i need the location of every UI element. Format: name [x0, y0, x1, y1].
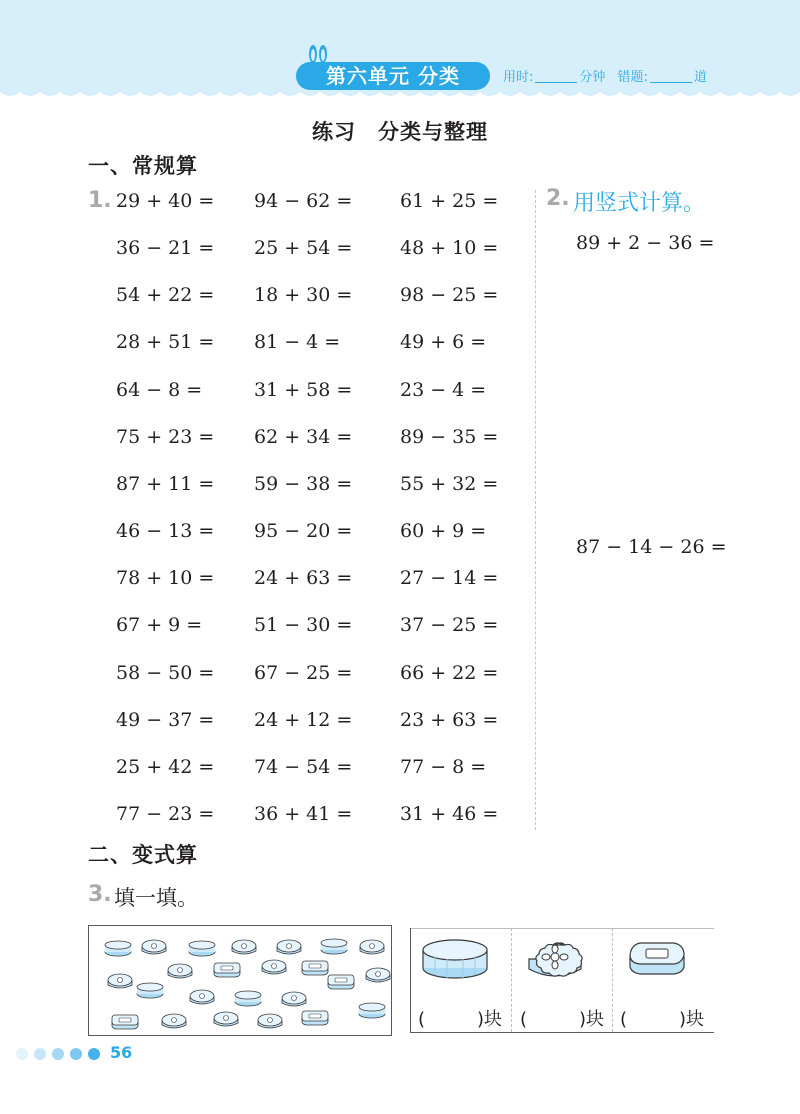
flower-cake-item [258, 1014, 282, 1028]
equation-r9-c1: 78 + 10 = [116, 567, 215, 589]
equation-r6-c2: 62 + 34 = [254, 426, 353, 448]
round-cake-item [321, 939, 347, 954]
square-cake-item [214, 963, 240, 977]
round-cake-item [189, 941, 215, 956]
paren-close-unit: )块 [679, 1009, 705, 1030]
equation-r3-c3: 98 − 25 = [400, 284, 499, 306]
time-errors-record [503, 66, 707, 85]
topic-label: 分类与整理 [378, 120, 488, 144]
question-number-3: 3. [88, 882, 112, 907]
equation-r11-c2: 67 − 25 = [254, 662, 353, 684]
equation-r5-c2: 31 + 58 = [254, 379, 353, 401]
page-title [0, 116, 800, 146]
vertical-calc-problem-2: 87 − 14 − 26 = [576, 536, 727, 558]
equation-r10-c2: 51 − 30 = [254, 614, 353, 636]
equation-r1-c1: 29 + 40 = [116, 190, 215, 212]
flower-cake-item [168, 964, 192, 978]
round-cake-icon [420, 935, 490, 983]
question-number-2: 2. [546, 186, 570, 211]
square-cake-item [302, 1011, 328, 1025]
paren-open: ( [520, 1009, 528, 1030]
equation-r8-c2: 95 − 20 = [254, 520, 353, 542]
equation-r7-c1: 87 + 11 = [116, 473, 215, 495]
equation-r14-c1: 77 − 23 = [116, 803, 215, 825]
square-cake-icon [626, 937, 688, 981]
minutes-label: 分钟 [579, 70, 606, 85]
errors-blank[interactable] [650, 70, 692, 83]
equation-r11-c1: 58 − 50 = [116, 662, 215, 684]
round-cake-item [235, 991, 261, 1006]
equation-r11-c3: 66 + 22 = [400, 662, 499, 684]
bunny-ears-icon [306, 42, 330, 64]
answer-flower-cake[interactable] [520, 1005, 604, 1031]
section-heading-regular: 一、常规算 [88, 154, 198, 178]
question-number-1: 1. [88, 188, 112, 213]
round-cake-item [105, 941, 131, 956]
square-cake-item [112, 1015, 138, 1029]
unit-title: 第六单元 分类 [296, 62, 490, 90]
table-left-edge [410, 928, 411, 1032]
equation-r10-c1: 67 + 9 = [116, 614, 203, 636]
time-blank[interactable] [535, 70, 577, 83]
table-bottom-line [410, 1032, 714, 1033]
flower-cake-item [214, 1012, 238, 1026]
flower-cake-item [360, 940, 384, 954]
equation-r1-c3: 61 + 25 = [400, 190, 499, 212]
vertical-calc-problem-1: 89 + 2 − 36 = [576, 232, 715, 254]
answer-round-cake[interactable] [418, 1005, 502, 1031]
column-divider [535, 190, 536, 830]
round-cake-item [137, 983, 163, 998]
equation-r3-c2: 18 + 30 = [254, 284, 353, 306]
flower-cake-item [262, 960, 286, 974]
equation-r13-c3: 77 − 8 = [400, 756, 487, 778]
equation-r4-c1: 28 + 51 = [116, 331, 215, 353]
equation-r7-c2: 59 − 38 = [254, 473, 353, 495]
lesson-label: 练习 [312, 120, 356, 144]
equation-r5-c1: 64 − 8 = [116, 379, 203, 401]
section-heading-variant: 二、变式算 [88, 843, 198, 867]
flower-cake-item [277, 940, 301, 954]
table-top-line [410, 928, 714, 929]
paren-open: ( [418, 1009, 426, 1030]
equation-r2-c1: 36 − 21 = [116, 237, 215, 259]
equation-r8-c3: 60 + 9 = [400, 520, 487, 542]
equation-r14-c2: 36 + 41 = [254, 803, 353, 825]
paren-close-unit: )块 [477, 1009, 503, 1030]
round-cake-item [359, 1003, 385, 1018]
table-divider-1 [511, 928, 512, 1032]
flower-cake-item [232, 940, 256, 954]
errors-label: 错题: [617, 70, 648, 85]
q2-instruction: 用竖式计算。 [573, 191, 706, 216]
time-label: 用时: [503, 70, 534, 85]
equation-r14-c3: 31 + 46 = [400, 803, 499, 825]
equation-r2-c2: 25 + 54 = [254, 237, 353, 259]
equation-r7-c3: 55 + 32 = [400, 473, 499, 495]
flower-mooncake-icon [524, 937, 586, 983]
flower-cake-item [108, 974, 132, 988]
paren-open: ( [620, 1009, 628, 1030]
equation-r9-c3: 27 − 14 = [400, 567, 499, 589]
flower-cake-item [142, 940, 166, 954]
paren-close-unit: )块 [579, 1009, 605, 1030]
flower-cake-item [190, 990, 214, 1004]
equation-r13-c2: 74 − 54 = [254, 756, 353, 778]
equation-r8-c1: 46 − 13 = [116, 520, 215, 542]
answer-square-cake[interactable] [620, 1005, 704, 1031]
flower-cake-item [282, 992, 306, 1006]
count-label: 道 [693, 70, 707, 85]
equation-r9-c2: 24 + 63 = [254, 567, 353, 589]
q3-instruction: 填一填。 [114, 886, 198, 910]
square-cake-item [302, 961, 328, 975]
equation-r12-c1: 49 − 37 = [116, 709, 215, 731]
equation-r13-c1: 25 + 42 = [116, 756, 215, 778]
equation-r12-c3: 23 + 63 = [400, 709, 499, 731]
equation-r4-c3: 49 + 6 = [400, 331, 487, 353]
equation-r6-c3: 89 − 35 = [400, 426, 499, 448]
cakes-picture [88, 925, 392, 1036]
equation-r6-c1: 75 + 23 = [116, 426, 215, 448]
flower-cake-item [366, 968, 390, 982]
flower-cake-item [162, 1014, 186, 1028]
classification-table [410, 925, 714, 1035]
page-number: 56 [110, 1043, 133, 1062]
equation-r2-c3: 48 + 10 = [400, 237, 499, 259]
cakes-illustration [89, 926, 391, 1035]
table-divider-2 [612, 928, 613, 1032]
footer-dots-icon [14, 1046, 106, 1062]
square-cake-item [328, 975, 354, 989]
equation-r1-c2: 94 − 62 = [254, 190, 353, 212]
equation-r12-c2: 24 + 12 = [254, 709, 353, 731]
equation-r3-c1: 54 + 22 = [116, 284, 215, 306]
equation-r4-c2: 81 − 4 = [254, 331, 341, 353]
equation-r10-c3: 37 − 25 = [400, 614, 499, 636]
equation-r5-c3: 23 − 4 = [400, 379, 487, 401]
